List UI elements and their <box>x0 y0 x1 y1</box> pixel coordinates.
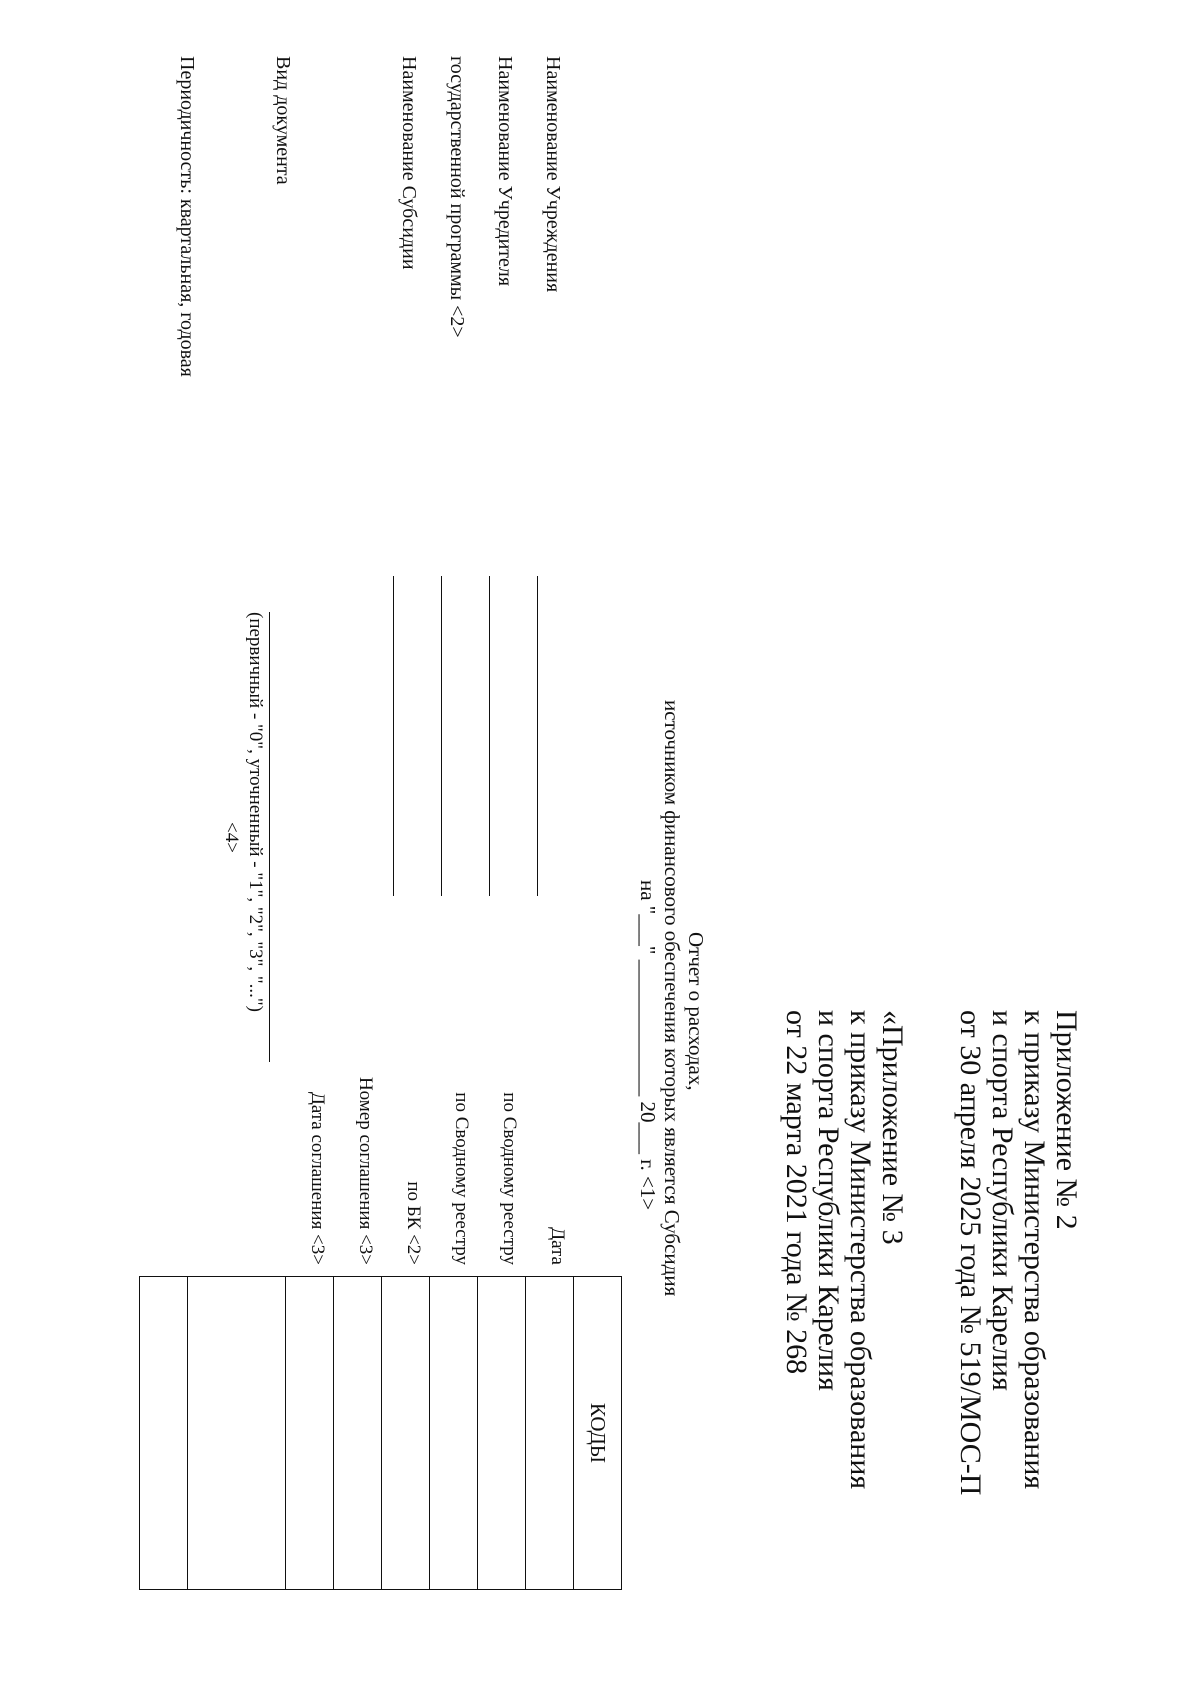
code-label-bk: по БК <2> <box>403 1181 424 1265</box>
annex-header-line: от 30 апреля 2025 года № 519/МОС-П <box>954 1010 987 1496</box>
doc-type-hint: (первичный - "0", уточненный - "1", "2", "3", "...") <box>245 612 266 1013</box>
code-label-date: Дата <box>547 1227 568 1265</box>
fill-line-program[interactable] <box>441 576 442 896</box>
code-cell-svod1[interactable] <box>478 1277 526 1590</box>
fill-line-founder[interactable] <box>489 576 490 896</box>
code-cell-doc-type[interactable] <box>188 1277 286 1590</box>
code-label-svod1: по Сводному реестру <box>499 1092 520 1265</box>
annex-header-line: и спорта Республики Карелия <box>812 1010 845 1391</box>
report-title-line: источником финансового обеспечения которых является Субсидия <box>660 700 684 1297</box>
code-cell-agreement-date[interactable] <box>286 1277 334 1590</box>
code-cell-agreement-number[interactable] <box>334 1277 382 1590</box>
annex-header-line: и спорта Республики Карелия <box>986 1010 1019 1391</box>
field-label-institution: Наименование Учреждения <box>542 56 564 293</box>
field-label-founder: Наименование Учредителя <box>494 56 516 287</box>
annex-header-new <box>954 1010 1082 1495</box>
code-label-agreement-date: Дата соглашения <3> <box>307 1091 328 1265</box>
fill-line-doc-type[interactable] <box>269 612 270 1062</box>
field-label-subsidy: Наименование Субсидии <box>398 56 420 270</box>
code-label-svod2: по Сводному реестру <box>451 1092 472 1265</box>
doc-type-footnote: <4> <box>221 822 242 853</box>
report-title-line: на "___" _____________ 20___ г. <1> <box>636 880 660 1211</box>
codes-table <box>139 1276 622 1590</box>
code-cell-periodicity[interactable] <box>140 1277 188 1590</box>
annex-header-line: «Приложение № 3 <box>876 1010 909 1245</box>
code-cell-date[interactable] <box>526 1277 574 1590</box>
annex-header-line: от 22 марта 2021 года № 268 <box>780 1010 813 1375</box>
report-title-line: Отчет о расходах, <box>684 932 708 1091</box>
report-title <box>636 700 708 1500</box>
fill-line-subsidy[interactable] <box>393 576 394 896</box>
code-cell-svod2[interactable] <box>430 1277 478 1590</box>
code-label-agreement-number: Номер соглашения <3> <box>355 1076 376 1265</box>
field-label-periodicity: Периодичность: квартальная, годовая <box>176 56 198 377</box>
annex-header-old <box>780 1010 908 1489</box>
annex-header-line: к приказу Министерства образования <box>1018 1010 1051 1490</box>
codes-header: КОДЫ <box>574 1277 622 1590</box>
field-label-doc-type: Вид документа <box>272 56 294 185</box>
annex-header-line: к приказу Министерства образования <box>844 1010 877 1490</box>
annex-header-line: Приложение № 2 <box>1050 1010 1083 1230</box>
field-label-program: государственной программы <2> <box>446 56 468 338</box>
fill-line-institution[interactable] <box>537 576 538 896</box>
code-cell-bk[interactable] <box>382 1277 430 1590</box>
